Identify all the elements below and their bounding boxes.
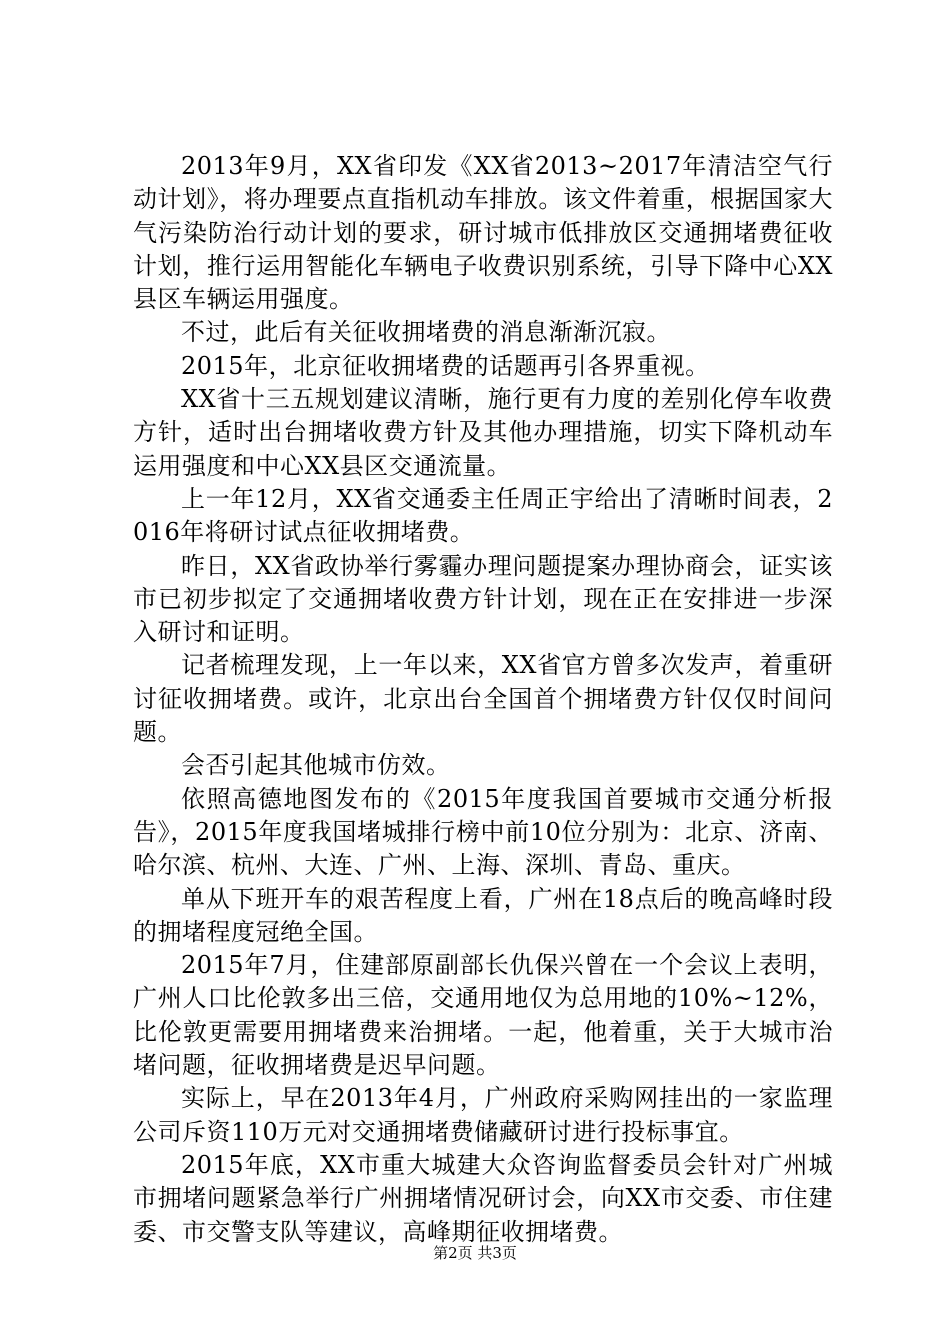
paragraph-5: 上一年12月，XX省交通委主任周正宇给出了清晰时间表，2016年将研讨试点征收拥堵费。 — [133, 484, 833, 547]
paragraph-12: 实际上，早在2013年4月，广州政府采购网挂出的一家监理公司斥资110万元对交通拥堵费储藏研讨进行投标事宜。 — [133, 1084, 833, 1146]
paragraph-13: 2015年底，XX市重大城建大众咨询监督委员会针对广州城市拥堵问题紧急举行广州拥堵情况研讨会，向XX市交委、市住建委、市交警支队等建议，高峰期征收拥堵费。 — [133, 1150, 833, 1246]
document-body — [133, 150, 833, 1249]
paragraph-9: 依照高德地图发布的《2015年度我国首要城市交通分析报告》，2015年度我国堵城排行榜中前10位分别为：北京、济南、哈尔滨、杭州、大连、广州、上海、深圳、青岛、重庆。 — [133, 784, 833, 880]
paragraph-7: 记者梳理发现，上一年以来，XX省官方曾多次发声，着重研讨征收拥堵费。或许，北京出台全国首个拥堵费方针仅仅时间问题。 — [133, 651, 833, 747]
paragraph-6: 昨日，XX省政协举行雾霾办理问题提案办理协商会，证实该市已初步拟定了交通拥堵收费方针计划，现在正在安排进一步深入研讨和证明。 — [133, 551, 833, 647]
paragraph-11: 2015年7月，住建部原副部长仇保兴曾在一个会议上表明，广州人口比伦敦多出三倍，交通用地仅为总用地的10%~12%，比伦敦更需要用拥堵费来治拥堵。一起，他着重，关于大城市治堵问题，征收拥堵费是迟早问题。 — [133, 951, 833, 1080]
page-footer — [0, 1243, 950, 1263]
paragraph-1: 2013年9月，XX省印发《XX省2013~2017年清洁空气行动计划》，将办理要点直指机动车排放。该文件着重，根据国家大气污染防治行动计划的要求，研讨城市低排放区交通拥堵费征收计划，推行运用智能化车辆电子收费识别系统，引导下降中心XX县区车辆运用强度。 — [133, 152, 833, 314]
paragraph-8: 会否引起其他城市仿效。 — [181, 751, 451, 780]
page-number: 第2页 共3页 — [433, 1244, 517, 1262]
paragraph-2: 不过，此后有关征收拥堵费的消息渐渐沉寂。 — [181, 318, 671, 347]
paragraph-3: 2015年，北京征收拥堵费的话题再引各界重视。 — [181, 351, 710, 380]
paragraph-10: 单从下班开车的艰苦程度上看，广州在18点后的晚高峰时段的拥堵程度冠绝全国。 — [133, 884, 833, 946]
paragraph-4: XX省十三五规划建议清晰，施行更有力度的差别化停车收费方针，适时出台拥堵收费方针及其他办理措施，切实下降机动车运用强度和中心XX县区交通流量。 — [133, 385, 833, 480]
